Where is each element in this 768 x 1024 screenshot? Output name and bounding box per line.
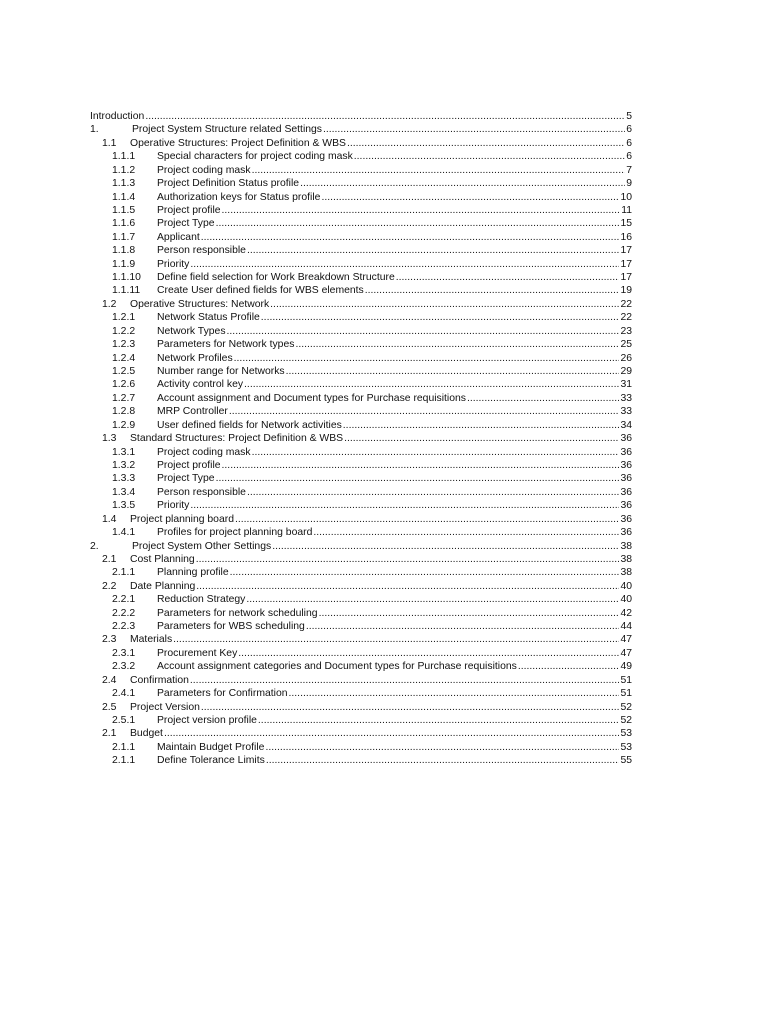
toc-entry[interactable] <box>90 311 632 324</box>
toc-entry[interactable] <box>90 419 632 432</box>
toc-entry-number: 1.3.2 <box>112 459 136 471</box>
toc-entry-page-number: 22 <box>620 312 632 324</box>
toc-entry[interactable] <box>90 150 632 163</box>
dot-leader <box>343 419 620 432</box>
toc-entry[interactable] <box>90 647 632 660</box>
toc-entry-number: 1.4 <box>102 513 117 525</box>
toc-entry[interactable] <box>90 217 632 230</box>
toc-entry-page-number: 44 <box>620 621 632 633</box>
toc-entry-number: 1.2.5 <box>112 366 136 378</box>
toc-entry-number: 2.1.1 <box>112 741 136 753</box>
toc-entry-number: 1.2.4 <box>112 352 136 364</box>
toc-entry-page-number: 36 <box>620 446 632 458</box>
toc-entry-number: 1.1.5 <box>112 204 136 216</box>
dot-leader <box>230 566 620 579</box>
toc-entry-number: 2.1 <box>102 728 117 740</box>
toc-entry[interactable] <box>90 110 632 123</box>
toc-entry-page-number: 36 <box>620 433 632 445</box>
toc-entry-number: 1.3.1 <box>112 446 136 458</box>
toc-entry-number: 2.5.1 <box>112 714 136 726</box>
dot-leader <box>396 271 620 284</box>
toc-entry-number: 1.3 <box>102 433 117 445</box>
toc-entry-page-number: 38 <box>620 540 632 552</box>
toc-entry[interactable] <box>90 231 632 244</box>
toc-entry-page-number: 42 <box>620 607 632 619</box>
toc-entry[interactable] <box>90 164 632 177</box>
toc-entry-number: 1. <box>90 124 99 136</box>
toc-entry[interactable] <box>90 177 632 190</box>
toc-entry-page-number: 36 <box>620 513 632 525</box>
toc-entry-title: Account assignment categories and Document types for Purchase requisitions <box>157 661 517 673</box>
toc-entry[interactable] <box>90 526 632 539</box>
toc-entry-page-number: 29 <box>620 366 632 378</box>
toc-entry-page-number: 34 <box>620 419 632 431</box>
toc-entry-title: Operative Structures: Project Definition & WBS <box>130 137 346 149</box>
table-of-contents <box>90 110 632 768</box>
toc-entry-title: Project System Structure related Settings <box>132 124 322 136</box>
toc-entry[interactable] <box>90 298 632 311</box>
toc-entry-title: Introduction <box>90 111 145 122</box>
toc-entry-page-number: 36 <box>620 527 632 539</box>
dot-leader <box>190 258 619 271</box>
toc-entry-title: Define Tolerance Limits <box>157 755 265 767</box>
dot-leader <box>196 553 620 566</box>
dot-leader <box>467 392 619 405</box>
toc-entry-title: Priority <box>157 258 190 270</box>
toc-entry[interactable] <box>90 432 632 445</box>
toc-entry[interactable] <box>90 593 632 606</box>
dot-leader <box>190 674 620 687</box>
toc-entry-title: Maintain Budget Profile <box>157 741 265 753</box>
dot-leader <box>347 137 625 150</box>
dot-leader <box>319 607 620 620</box>
toc-entry-page-number: 49 <box>620 661 632 673</box>
dot-leader <box>145 110 625 123</box>
dot-leader <box>289 687 620 700</box>
toc-entry-number: 1.1.1 <box>112 151 136 163</box>
toc-entry-title: Materials <box>130 634 173 646</box>
dot-leader <box>229 405 620 418</box>
toc-entry[interactable] <box>90 727 632 740</box>
toc-entry[interactable] <box>90 499 632 512</box>
toc-entry-title: User defined fields for Network activities <box>157 419 342 431</box>
toc-entry-number: 2.3.2 <box>112 661 136 673</box>
toc-entry-title: Project coding mask <box>157 446 251 458</box>
toc-entry-number: 1.1.10 <box>112 272 141 284</box>
dot-leader <box>238 647 619 660</box>
toc-entry-page-number: 52 <box>620 714 632 726</box>
toc-entry-title: Network Status Profile <box>157 312 260 324</box>
toc-entry-page-number: 33 <box>620 392 632 404</box>
toc-entry-title: Priority <box>157 500 190 512</box>
dot-leader <box>323 123 625 136</box>
dot-leader <box>252 164 626 177</box>
toc-entry-number: 1.2.1 <box>112 312 136 324</box>
toc-entry-number: 1.1.7 <box>112 231 136 243</box>
toc-entry-page-number: 55 <box>620 755 632 767</box>
toc-entry[interactable] <box>90 620 632 633</box>
toc-entry-title: Parameters for WBS scheduling <box>157 621 305 633</box>
toc-entry-number: 2.4.1 <box>112 688 136 700</box>
dot-leader <box>272 540 619 553</box>
dot-leader <box>216 472 620 485</box>
toc-entry[interactable] <box>90 472 632 485</box>
toc-entry-page-number: 6 <box>626 124 632 136</box>
toc-entry-title: Profiles for project planning board <box>157 527 313 539</box>
toc-entry-title: Cost Planning <box>130 553 195 565</box>
toc-entry-page-number: 16 <box>620 231 632 243</box>
toc-entry[interactable] <box>90 674 632 687</box>
toc-entry-number: 2.2.2 <box>112 607 136 619</box>
toc-entry-title: Project Definition Status profile <box>157 178 300 190</box>
toc-entry[interactable] <box>90 446 632 459</box>
dot-leader <box>164 727 620 740</box>
toc-entry[interactable] <box>90 540 632 553</box>
toc-entry-number: 1.1.11 <box>112 285 141 297</box>
toc-entry-page-number: 52 <box>620 701 632 713</box>
toc-entry-number: 1.2 <box>102 298 117 310</box>
toc-entry-number: 1.2.3 <box>112 339 136 351</box>
toc-entry-page-number: 51 <box>620 688 632 700</box>
dot-leader <box>270 298 619 311</box>
toc-entry-title: Project profile <box>157 204 221 216</box>
toc-entry[interactable] <box>90 741 632 754</box>
toc-entry-title: Reduction Strategy <box>157 594 246 606</box>
toc-entry[interactable] <box>90 338 632 351</box>
dot-leader <box>201 231 620 244</box>
toc-entry-page-number: 33 <box>620 406 632 418</box>
toc-entry-number: 2.1 <box>102 553 117 565</box>
toc-entry-number: 1.4.1 <box>112 527 136 539</box>
toc-entry-page-number: 6 <box>626 137 632 149</box>
toc-entry-title: Parameters for network scheduling <box>157 607 318 619</box>
toc-entry-title: Project coding mask <box>157 164 251 176</box>
toc-entry-title: Account assignment and Document types for Purchase requisitions <box>157 392 466 404</box>
dot-leader <box>295 338 619 351</box>
toc-entry-number: 1.3.5 <box>112 500 136 512</box>
toc-entry-page-number: 47 <box>620 634 632 646</box>
toc-entry[interactable] <box>90 459 632 472</box>
toc-entry-page-number: 40 <box>620 594 632 606</box>
toc-entry-number: 1.1.3 <box>112 178 136 190</box>
dot-leader <box>173 633 619 646</box>
toc-entry-number: 2.2 <box>102 580 117 592</box>
toc-entry-title: Define field selection for Work Breakdown Structure <box>157 272 395 284</box>
toc-entry-title: MRP Controller <box>157 406 228 418</box>
toc-entry-number: 1.3.4 <box>112 486 136 498</box>
toc-entry-number: 1.2.7 <box>112 392 136 404</box>
toc-entry[interactable] <box>90 405 632 418</box>
toc-entry-page-number: 51 <box>620 674 632 686</box>
toc-entry-title: Procurement Key <box>157 647 238 659</box>
toc-entry[interactable] <box>90 137 632 150</box>
toc-entry-number: 2.4 <box>102 674 117 686</box>
toc-entry-number: 1.1.2 <box>112 164 136 176</box>
dot-leader <box>313 526 619 539</box>
toc-entry[interactable] <box>90 687 632 700</box>
toc-entry-page-number: 15 <box>620 218 632 230</box>
toc-entry-page-number: 36 <box>620 500 632 512</box>
toc-entry-page-number: 47 <box>620 647 632 659</box>
dot-leader <box>222 459 620 472</box>
toc-entry[interactable] <box>90 204 632 217</box>
toc-entry-title: Operative Structures: Network <box>130 298 270 310</box>
toc-entry-title: Project Type <box>157 218 215 230</box>
dot-leader <box>227 325 620 338</box>
toc-entry-number: 2.2.3 <box>112 621 136 633</box>
dot-leader <box>300 177 625 190</box>
toc-entry-page-number: 36 <box>620 486 632 498</box>
toc-entry[interactable] <box>90 258 632 271</box>
toc-entry-page-number: 36 <box>620 473 632 485</box>
toc-entry-page-number: 17 <box>620 272 632 284</box>
dot-leader <box>247 244 619 257</box>
dot-leader <box>222 204 621 217</box>
toc-entry-page-number: 7 <box>626 164 632 176</box>
dot-leader <box>235 513 619 526</box>
toc-entry-page-number: 25 <box>620 339 632 351</box>
toc-entry[interactable] <box>90 607 632 620</box>
toc-entry-number: 1.1.8 <box>112 245 136 257</box>
dot-leader <box>246 593 619 606</box>
toc-entry[interactable] <box>90 714 632 727</box>
toc-entry-title: Special characters for project coding mask <box>157 151 353 163</box>
toc-entry-number: 2.1.1 <box>112 567 136 579</box>
toc-entry-title: Project version profile <box>157 714 257 726</box>
toc-entry[interactable] <box>90 244 632 257</box>
toc-entry-page-number: 11 <box>621 204 632 216</box>
dot-leader <box>258 714 620 727</box>
dot-leader <box>201 701 620 714</box>
dot-leader <box>234 352 620 365</box>
toc-entry-number: 2. <box>90 540 99 552</box>
toc-entry-page-number: 23 <box>620 325 632 337</box>
toc-entry-number: 1.2.8 <box>112 406 136 418</box>
toc-entry-title: Project Version <box>130 701 200 713</box>
toc-entry[interactable] <box>90 566 632 579</box>
toc-entry-title: Date Planning <box>130 580 196 592</box>
toc-entry[interactable] <box>90 123 632 136</box>
toc-entry-title: Project System Other Settings <box>132 540 272 552</box>
toc-entry-page-number: 6 <box>626 151 632 163</box>
toc-entry-page-number: 10 <box>620 191 632 203</box>
toc-entry-page-number: 17 <box>620 245 632 257</box>
toc-entry-number: 1.2.2 <box>112 325 136 337</box>
toc-entry-number: 2.1.1 <box>112 755 136 767</box>
toc-entry-number: 1.1.6 <box>112 218 136 230</box>
toc-entry[interactable] <box>90 553 632 566</box>
toc-entry[interactable] <box>90 754 632 767</box>
toc-entry[interactable] <box>90 191 632 204</box>
toc-entry[interactable] <box>90 633 632 646</box>
toc-entry-page-number: 38 <box>620 553 632 565</box>
dot-leader <box>344 432 619 445</box>
toc-entry[interactable] <box>90 580 632 593</box>
dot-leader <box>244 378 619 391</box>
toc-entry-title: Network Profiles <box>157 352 233 364</box>
toc-entry-page-number: 38 <box>620 567 632 579</box>
toc-entry[interactable] <box>90 513 632 526</box>
toc-entry-page-number: 5 <box>626 111 632 122</box>
toc-entry-title: Number range for Networks <box>157 366 285 378</box>
toc-entry[interactable] <box>90 352 632 365</box>
toc-entry-page-number: 53 <box>620 728 632 740</box>
toc-entry-title: Authorization keys for Status profile <box>157 191 321 203</box>
dot-leader <box>265 741 619 754</box>
dot-leader <box>266 754 620 767</box>
toc-entry-title: Project profile <box>157 459 221 471</box>
toc-entry-number: 1.3.3 <box>112 473 136 485</box>
dot-leader <box>321 191 619 204</box>
toc-entry-number: 2.5 <box>102 701 117 713</box>
dot-leader <box>365 284 620 297</box>
toc-entry-title: Create User defined fields for WBS elements <box>157 285 364 297</box>
toc-entry-number: 2.3 <box>102 634 117 646</box>
toc-entry-title: Network Types <box>157 325 226 337</box>
dot-leader <box>354 150 625 163</box>
toc-entry-title: Activity control key <box>157 379 244 391</box>
toc-entry-number: 2.3.1 <box>112 647 136 659</box>
toc-entry-title: Planning profile <box>157 567 229 579</box>
toc-entry[interactable] <box>90 701 632 714</box>
dot-leader <box>190 499 619 512</box>
dot-leader <box>252 446 620 459</box>
toc-entry[interactable] <box>90 365 632 378</box>
toc-entry-title: Budget <box>130 728 163 740</box>
toc-entry-page-number: 36 <box>620 459 632 471</box>
toc-entry-title: Project Type <box>157 473 215 485</box>
toc-entry-title: Project planning board <box>130 513 234 525</box>
toc-entry[interactable] <box>90 271 632 284</box>
toc-entry-title: Applicant <box>157 231 200 243</box>
toc-entry[interactable] <box>90 392 632 405</box>
toc-entry-page-number: 53 <box>620 741 632 753</box>
dot-leader <box>247 486 619 499</box>
toc-entry[interactable] <box>90 660 632 673</box>
toc-entry-page-number: 26 <box>620 352 632 364</box>
toc-entry-page-number: 19 <box>620 285 632 297</box>
toc-entry-page-number: 31 <box>620 379 632 391</box>
toc-entry[interactable] <box>90 378 632 391</box>
toc-entry[interactable] <box>90 486 632 499</box>
toc-entry-title: Person responsible <box>157 486 246 498</box>
toc-entry-page-number: 17 <box>620 258 632 270</box>
toc-entry[interactable] <box>90 325 632 338</box>
toc-entry-page-number: 22 <box>620 298 632 310</box>
toc-entry-number: 1.2.9 <box>112 419 136 431</box>
dot-leader <box>216 217 620 230</box>
toc-entry-number: 1.2.6 <box>112 379 136 391</box>
toc-entry-title: Person responsible <box>157 245 246 257</box>
dot-leader <box>196 580 619 593</box>
toc-entry-title: Parameters for Confirmation <box>157 688 288 700</box>
toc-entry-number: 1.1.4 <box>112 191 136 203</box>
dot-leader <box>286 365 620 378</box>
toc-entry-page-number: 9 <box>626 178 632 190</box>
toc-entry-title: Confirmation <box>130 674 189 686</box>
toc-entry-number: 1.1 <box>102 137 117 149</box>
dot-leader <box>261 311 620 324</box>
toc-entry-number: 1.1.9 <box>112 258 136 270</box>
toc-entry-page-number: 40 <box>620 580 632 592</box>
toc-entry-title: Standard Structures: Project Definition & WBS <box>130 433 344 445</box>
dot-leader <box>306 620 620 633</box>
dot-leader <box>518 660 620 673</box>
toc-entry[interactable] <box>90 284 632 297</box>
toc-entry-number: 2.2.1 <box>112 594 136 606</box>
toc-entry-title: Parameters for Network types <box>157 339 295 351</box>
